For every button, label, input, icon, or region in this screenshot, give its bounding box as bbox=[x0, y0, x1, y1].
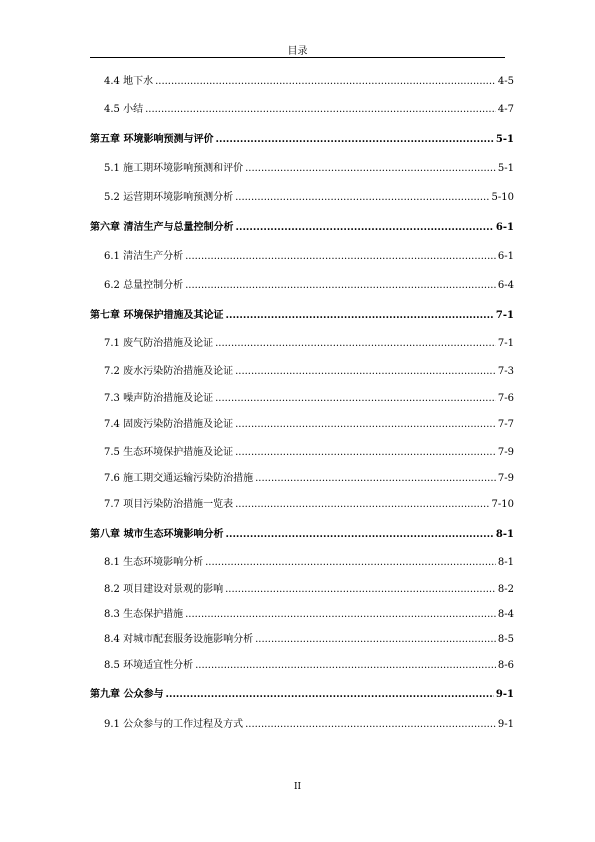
toc-entry-page: 8-2 bbox=[497, 584, 514, 595]
toc-entry-label: 7.4 固废污染防治措施及论证 bbox=[104, 419, 234, 430]
toc-section-entry[interactable] bbox=[90, 583, 514, 597]
toc-entry-label: 8.4 对城市配套服务设施影响分析 bbox=[104, 634, 254, 645]
toc-dot-leader bbox=[195, 659, 496, 673]
toc-entry-page: 7-9 bbox=[497, 473, 514, 484]
toc-section-entry[interactable] bbox=[90, 472, 514, 486]
toc-dot-leader bbox=[165, 688, 493, 702]
toc-entry-page: 6-1 bbox=[497, 251, 514, 262]
toc-entry-label: 第九章 公众参与 bbox=[90, 689, 164, 700]
toc-dot-leader bbox=[145, 103, 496, 117]
toc-entry-label: 8.3 生态保护措施 bbox=[104, 609, 184, 620]
toc-entry-label: 5.1 施工期环境影响预测和评价 bbox=[104, 163, 244, 174]
toc-section-entry[interactable] bbox=[90, 162, 514, 176]
toc-entry-label: 6.2 总量控制分析 bbox=[104, 280, 184, 291]
toc-entry-label: 第八章 城市生态环境影响分析 bbox=[90, 529, 224, 540]
toc-section-entry[interactable] bbox=[90, 718, 514, 732]
toc-section-entry[interactable] bbox=[90, 75, 514, 89]
toc-entry-label: 7.5 生态环境保护措施及论证 bbox=[104, 447, 234, 458]
toc-entry-page: 8-1 bbox=[495, 529, 514, 540]
toc-chapter-entry[interactable] bbox=[90, 309, 514, 323]
toc-entry-page: 6-1 bbox=[495, 222, 514, 233]
toc-dot-leader bbox=[215, 133, 493, 147]
toc-section-entry[interactable] bbox=[90, 191, 514, 205]
toc-entry-label: 8.2 项目建设对景观的影响 bbox=[104, 584, 224, 595]
toc-entry-page: 5-1 bbox=[495, 134, 514, 145]
toc-entry-label: 4.5 小结 bbox=[104, 104, 144, 115]
toc-dot-leader bbox=[235, 446, 496, 460]
toc-entry-page: 9-1 bbox=[497, 719, 514, 730]
toc-chapter-entry[interactable] bbox=[90, 688, 514, 702]
toc-dot-leader bbox=[245, 162, 496, 176]
toc-chapter-entry[interactable] bbox=[90, 528, 514, 542]
toc-section-entry[interactable] bbox=[90, 392, 514, 406]
toc-dot-leader bbox=[185, 608, 496, 622]
toc-dot-leader bbox=[255, 472, 496, 486]
toc-section-entry[interactable] bbox=[90, 498, 514, 512]
toc-section-entry[interactable] bbox=[90, 250, 514, 264]
toc-entry-page: 4-7 bbox=[497, 104, 514, 115]
toc-chapter-entry[interactable] bbox=[90, 133, 514, 147]
toc-section-entry[interactable] bbox=[90, 279, 514, 293]
toc-chapter-entry[interactable] bbox=[90, 221, 514, 235]
table-of-contents bbox=[90, 75, 514, 732]
toc-dot-leader bbox=[235, 221, 493, 235]
toc-entry-page: 7-6 bbox=[497, 393, 514, 404]
toc-dot-leader bbox=[235, 191, 489, 205]
toc-dot-leader bbox=[235, 365, 496, 379]
toc-entry-page: 8-1 bbox=[497, 557, 514, 568]
toc-section-entry[interactable] bbox=[90, 659, 514, 673]
toc-entry-page: 7-9 bbox=[497, 447, 514, 458]
toc-section-entry[interactable] bbox=[90, 365, 514, 379]
toc-dot-leader bbox=[205, 556, 496, 570]
toc-section-entry[interactable] bbox=[90, 633, 514, 647]
toc-dot-leader bbox=[225, 309, 493, 323]
toc-section-entry[interactable] bbox=[90, 608, 514, 622]
toc-entry-label: 7.7 项目污染防治措施一览表 bbox=[104, 499, 234, 510]
toc-entry-page: 9-1 bbox=[495, 689, 514, 700]
toc-dot-leader bbox=[235, 418, 496, 432]
toc-section-entry[interactable] bbox=[90, 337, 514, 351]
toc-dot-leader bbox=[185, 250, 496, 264]
toc-entry-page: 5-10 bbox=[491, 192, 514, 203]
page-number: II bbox=[293, 782, 302, 792]
toc-entry-page: 7-1 bbox=[497, 338, 514, 349]
toc-entry-label: 7.2 废水污染防治措施及论证 bbox=[104, 366, 234, 377]
toc-section-entry[interactable] bbox=[90, 103, 514, 117]
toc-entry-page: 7-1 bbox=[495, 310, 514, 321]
toc-dot-leader bbox=[155, 75, 496, 89]
page-header-title: 目录 bbox=[287, 46, 308, 57]
toc-section-entry[interactable] bbox=[90, 418, 514, 432]
toc-entry-page: 5-1 bbox=[497, 163, 514, 174]
toc-dot-leader bbox=[245, 718, 496, 732]
toc-entry-label: 8.5 环境适宜性分析 bbox=[104, 660, 194, 671]
toc-entry-label: 第六章 清洁生产与总量控制分析 bbox=[90, 222, 234, 233]
toc-dot-leader bbox=[185, 279, 496, 293]
toc-dot-leader bbox=[255, 633, 496, 647]
toc-entry-page: 8-4 bbox=[497, 609, 514, 620]
toc-entry-label: 5.2 运营期环境影响预测分析 bbox=[104, 192, 234, 203]
toc-entry-label: 7.3 噪声防治措施及论证 bbox=[104, 393, 214, 404]
toc-entry-label: 7.6 施工期交通运输污染防治措施 bbox=[104, 473, 254, 484]
toc-entry-label: 8.1 生态环境影响分析 bbox=[104, 557, 204, 568]
toc-entry-label: 第七章 环境保护措施及其论证 bbox=[90, 310, 224, 321]
toc-entry-label: 7.1 废气防治措施及论证 bbox=[104, 338, 214, 349]
toc-entry-page: 7-10 bbox=[491, 499, 514, 510]
toc-dot-leader bbox=[215, 392, 496, 406]
toc-entry-label: 第五章 环境影响预测与评价 bbox=[90, 134, 214, 145]
toc-dot-leader bbox=[215, 337, 496, 351]
header-divider bbox=[90, 57, 505, 58]
toc-entry-page: 7-3 bbox=[497, 366, 514, 377]
toc-entry-page: 6-4 bbox=[497, 280, 514, 291]
toc-dot-leader bbox=[225, 528, 493, 542]
toc-section-entry[interactable] bbox=[90, 556, 514, 570]
toc-entry-page: 4-5 bbox=[497, 76, 514, 87]
toc-section-entry[interactable] bbox=[90, 446, 514, 460]
toc-entry-page: 8-5 bbox=[497, 634, 514, 645]
toc-entry-label: 9.1 公众参与的工作过程及方式 bbox=[104, 719, 244, 730]
toc-entry-label: 4.4 地下水 bbox=[104, 76, 154, 87]
toc-dot-leader bbox=[235, 498, 489, 512]
toc-dot-leader bbox=[225, 583, 496, 597]
toc-entry-page: 8-6 bbox=[497, 660, 514, 671]
toc-entry-page: 7-7 bbox=[497, 419, 514, 430]
toc-entry-label: 6.1 清洁生产分析 bbox=[104, 251, 184, 262]
